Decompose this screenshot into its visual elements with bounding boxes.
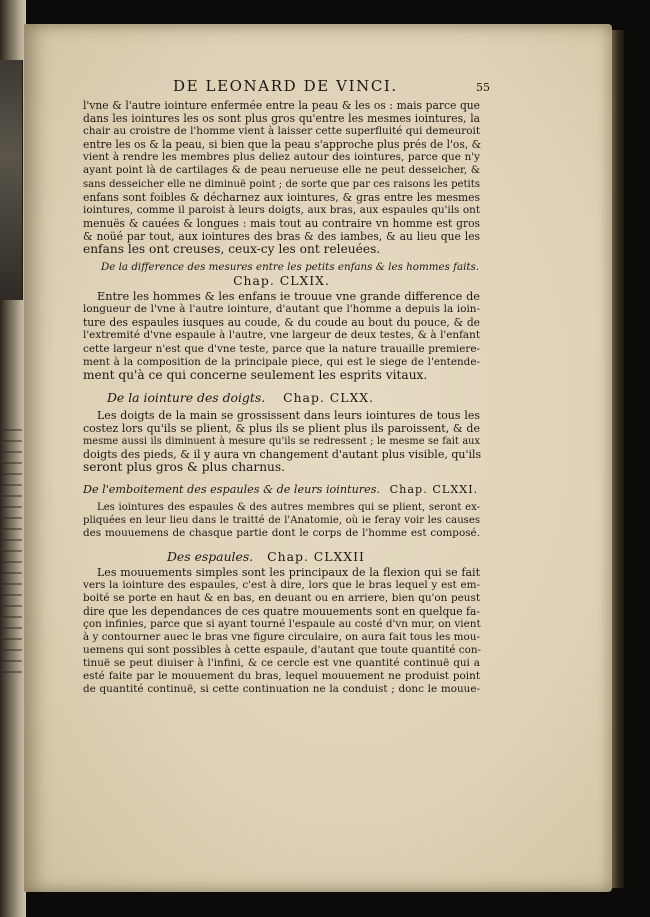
text-line: ayant point là de cartilages & de peau nerueuse elle ne peut desseicher, & [83,164,480,177]
chapter-171-number: Chap. CLXXI. [389,483,479,497]
text-line: entre les os & la peau, si bien que la peau s'approche plus prés de l'os, & [83,138,482,152]
text-line: ture des espaules iusques au coude, & du coude au bout du pouce, & de [83,316,480,330]
chapter-170-heading-row [83,391,480,405]
left-page-illustration [0,60,23,300]
chapter-169-body [83,290,480,382]
text-line: iointures, comme il paroist à leurs doigts, aux bras, aux espaules qu'ils ont [83,203,480,216]
chapter-172-heading: Des espaules. [167,548,254,564]
text-line: Les doigts de la main se grossissent dans leurs iointures de tous les [97,408,480,422]
text-line: enfans sont foibles & décharnez aux iointures, & gras entre les mesmes [83,190,480,204]
text-line: uemens qui sont possibles à cette espaule, d'autant que toute quantité con- [83,644,482,657]
text-line: à y contourner auec le bras vne figure circulaire, on aura fait tous les mou- [83,631,480,643]
text-line: tinuë se peut diuiser à l'infini, & ce cercle est vne quantité continuë qui a [83,657,480,670]
left-page-text-fragment [2,420,22,680]
text-line: dans les iointures les os sont plus gros qu'entre les mesmes iointures, la [83,112,480,126]
text-line: ment à la composition de la principale piece, qui est le siege de l'entende- [83,355,480,368]
chapter-169-heading: De la difference des mesures entre les petits enfans & les hommes faits. [101,261,480,274]
text-line: boité se porte en haut & en bas, en deuant ou en arriere, bien qu'on peust [83,591,480,604]
text-line: des mouuemens de chasque partie dont le corps de l'homme est composé. [83,527,480,540]
text-line: ment qu'à ce qui concerne seulement les esprits vitaux. [83,367,428,382]
text-line: vers la iointure des espaules, c'est à dire, lors que le bras lequel y est em- [83,578,480,591]
text-line: pliquées en leur lieu dans le traitté de l'Anatomie, où ie feray voir les causes [83,515,480,527]
text-line: doigts des pieds, & il y aura vn changement d'autant plus visible, qu'ils [83,448,482,462]
text-line: mesme aussi ils diminuent à mesure qu'ils se redressent ; le mesme se fait aux [83,435,480,447]
text-line: enfans les ont creuses, ceux-cy les ont releuées. [83,242,381,257]
chapter-170-number: Chap. CLXX. [283,389,375,405]
text-line: longueur de l'vne à l'autre iointure, d'autant que l'homme a depuis la ioin- [83,303,480,316]
chapter-172-heading-row [83,550,480,564]
text-line: Les mouuements simples sont les principaux de la flexion qui se fait [97,565,480,579]
intro-paragraph [83,99,480,256]
text-line: l'vne & l'autre iointure enfermée entre la peau & les os : mais parce que [83,99,480,112]
text-line: seront plus gros & plus charnus. [83,460,286,475]
chapter-170-heading: De la iointure des doigts. [107,389,266,405]
text-line: dire que les dependances de ces quatre mouuements sont en quelque fa- [83,604,480,618]
running-head-title: DE LEONARD DE VINCI. [173,77,398,95]
text-line: cette largeur n'est que d'vne teste, parce que la nature trauaille premiere- [83,342,480,355]
text-line: chair au croistre de l'homme vient à laisser cette superfluité qui demeuroit [83,125,480,138]
chapter-171-heading-row [83,483,480,497]
chapter-172-number: Chap. CLXXII [267,548,365,564]
text-line: Entre les hommes & les enfans ie trouue vne grande difference de [97,290,480,304]
chapter-170-body [83,409,480,474]
chapter-171-body [83,501,480,540]
page-number: 55 [476,81,490,94]
text-line: de quantité continuë, si cette continuation ne la conduist ; donc le mouue- [83,683,480,696]
text-line: sans desseicher elle ne diminuë point ; de sorte que par ces raisons les petits [83,178,480,190]
text-line: vient à rendre les membres plus deliez autour des iointures, parce que n'y [83,151,480,164]
text-line: & noüé par tout, aux iointures des bras & des iambes, & au lieu que les [83,229,480,243]
text-line: çon infinies, parce que si ayant tourné l'espaule au costé d'vn mur, on vient [83,617,481,630]
text-block [83,77,490,696]
text-line: Les iointures des espaules & des autres membres qui se plient, seront ex- [97,502,480,514]
running-head [83,77,490,97]
chapter-171-heading: De l'emboitement des espaules & de leurs iointures. [83,483,381,497]
left-page-edge [0,0,26,917]
text-line: costez lors qu'ils se plient, & plus ils se plient plus ils paroissent, & de [83,421,480,435]
text-line: esté faite par le mouuement du bras, lequel mouuement ne produist point [83,670,480,683]
chapter-169-number: Chap. CLXIX. [233,273,330,289]
text-line: l'extremité d'vne espaule à l'autre, vne largeur de deux testes, & à l'enfant [83,329,480,342]
text-line: menuës & cauées & longues : mais tout au contraire vn homme est gros [83,216,480,230]
chapter-172-body [83,566,480,697]
